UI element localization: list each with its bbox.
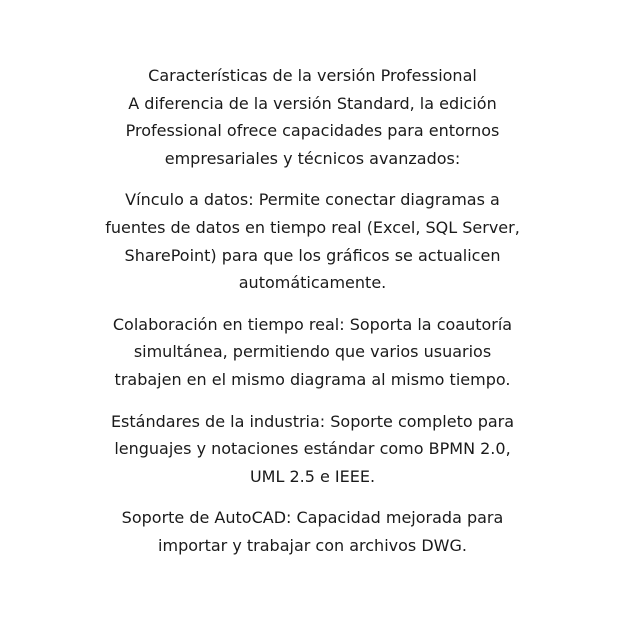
intro-line: Professional ofrece capacidades para entornos [125,121,500,141]
feature-paragraph-autocad [58,504,567,559]
feature-line: trabajen en el mismo diagrama al mismo tiempo. [114,369,511,389]
feature-paragraph-collaboration [58,311,567,394]
feature-line: Soporte de AutoCAD: Capacidad mejorada para [121,508,504,528]
feature-line: UML 2.5 e IEEE. [249,466,376,486]
feature-line: Colaboración en tiempo real: Soporta la coautoría [112,314,513,334]
feature-line: simultánea, permitiendo que varios usuarios [133,342,492,362]
feature-paragraph-standards [58,408,567,491]
feature-line: Vínculo a datos: Permite conectar diagramas a [125,190,500,210]
feature-line: automáticamente. [238,273,387,293]
feature-line: SharePoint) para que los gráficos se actualicen [124,245,501,265]
intro-title: Características de la versión Professional [148,66,477,85]
intro-line: empresariales y técnicos avanzados: [164,148,461,168]
feature-line: importar y trabajar con archivos DWG. [158,535,467,555]
document-body [0,62,625,574]
feature-line: Estándares de la industria: Soporte completo para [110,411,515,431]
feature-paragraph-data-link [58,186,567,296]
intro-line: A diferencia de la versión Standard, la edición [128,93,497,113]
intro-paragraph [58,62,567,172]
feature-line: fuentes de datos en tiempo real (Excel, SQL Server, [105,217,520,237]
feature-line: lenguajes y notaciones estándar como BPMN 2.0, [114,439,511,459]
